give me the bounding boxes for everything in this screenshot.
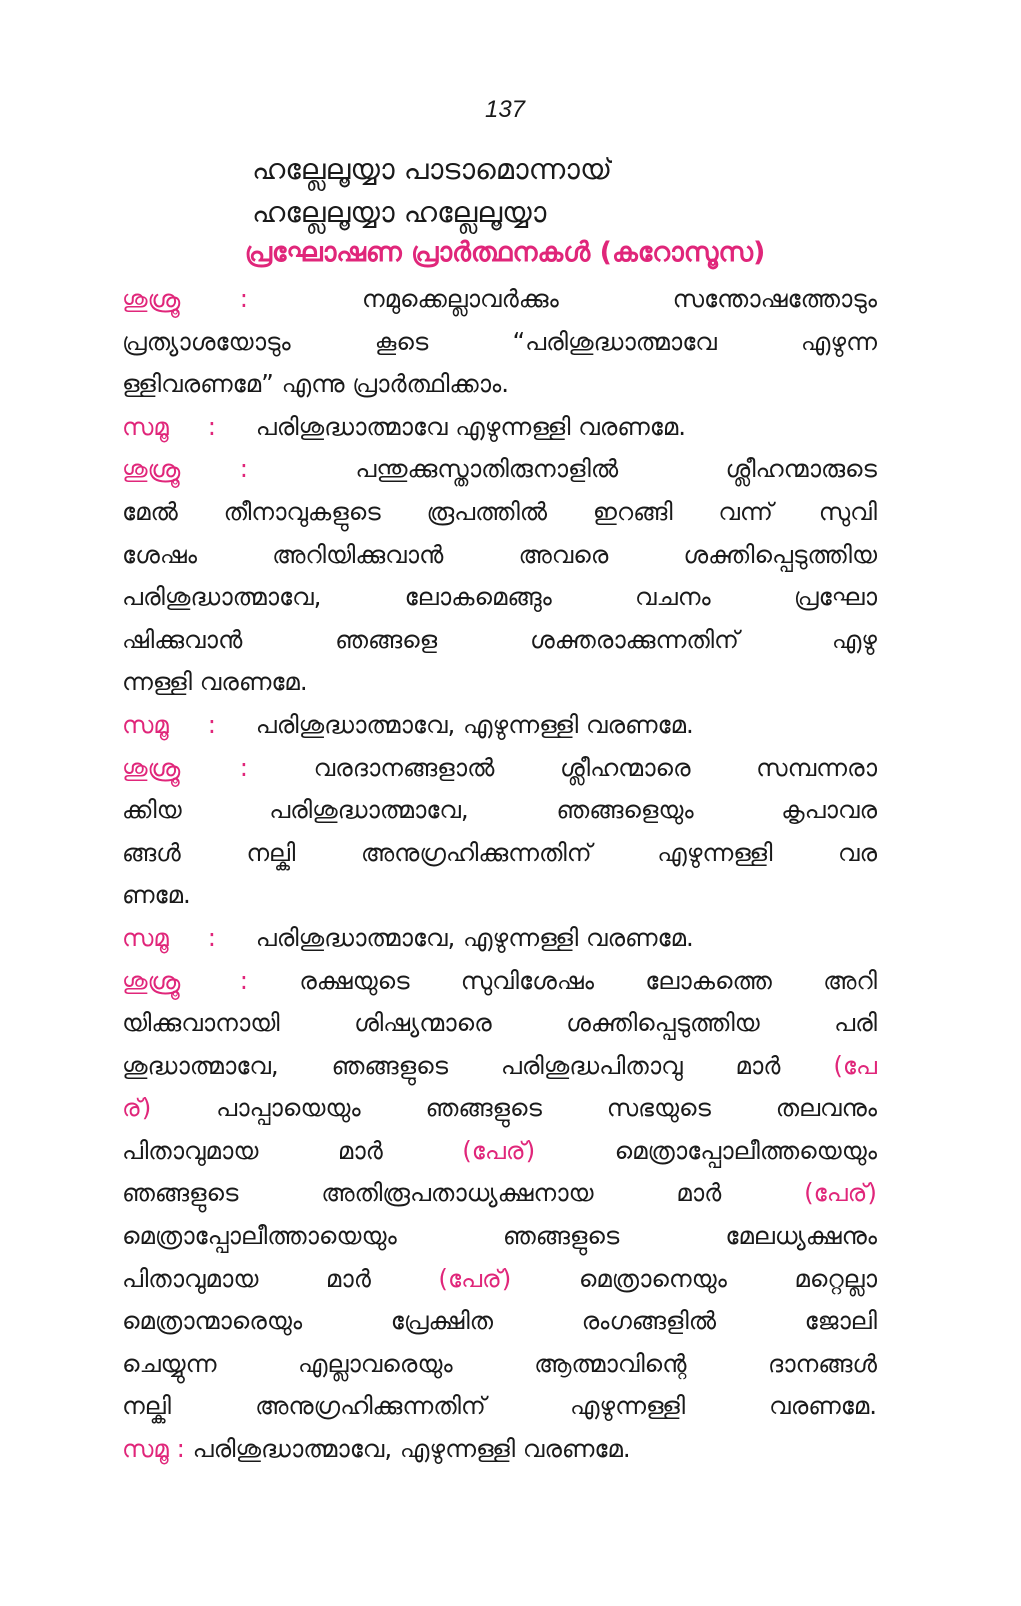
speaker-colon: :	[176, 1434, 185, 1464]
prayer-text: മെത്രാപ്പോലീത്തയെയും	[614, 1135, 877, 1165]
prayer-body	[122, 278, 877, 1471]
prayer-line	[122, 278, 877, 321]
prayer-line: ശേഷം അറിയിക്കുവാൻ അവരെ ശക്തിപ്പെടുത്തിയ	[122, 539, 877, 569]
speaker-label-congregation: സമൂ	[122, 709, 169, 739]
response-text: പരിശുദ്ധാത്മാവേ, എഴുന്നള്ളി വരണമേ.	[255, 709, 694, 739]
response-text: പരിശുദ്ധാത്മാവേ എഴുന്നള്ളി വരണമേ.	[255, 411, 687, 441]
speaker-colon: :	[207, 411, 217, 441]
prayer-line: നല്കി അനുഗ്രഹിക്കുന്നതിന് എഴുന്നള്ളി വരണമേ.	[122, 1391, 877, 1421]
prayer-line	[122, 1172, 877, 1215]
prayer-text: പിതാവുമായ മാർ	[122, 1135, 383, 1165]
speaker-label-congregation: സമൂ	[122, 922, 169, 952]
speaker-label-congregation: സമൂ	[122, 411, 169, 441]
response-text: പരിശുദ്ധാത്മാവേ, എഴുന്നള്ളി വരണമേ.	[192, 1434, 631, 1464]
speaker-label-leader: ശുശ്രൂ	[122, 752, 181, 782]
prayer-line	[122, 1130, 877, 1173]
speaker-colon: :	[239, 965, 248, 995]
prayer-line: മെത്രാപ്പോലീത്തായെയും ഞങ്ങളുടെ മേലധ്യക്ഷനും	[122, 1221, 877, 1251]
speaker-label-leader: ശുശ്രൂ	[122, 284, 181, 313]
prayer-line	[122, 448, 877, 491]
prayer-text: ഞങ്ങളുടെ അതിരൂപതാധ്യക്ഷനായ മാർ	[122, 1178, 722, 1208]
response-line	[122, 406, 877, 449]
speaker-colon: :	[239, 752, 248, 782]
response-line	[122, 704, 877, 747]
name-placeholder: (പേര്)	[438, 1263, 512, 1293]
prayer-text: ശുദ്ധാത്മാവേ, ഞങ്ങളുടെ പരിശുദ്ധപിതാവു മാർ	[122, 1050, 781, 1080]
speaker-colon: :	[207, 922, 217, 952]
hymn-line: ഹല്ലേലൂയ്യാ പാടാമൊന്നായ്	[252, 152, 613, 186]
speaker-colon: :	[239, 454, 248, 484]
prayer-text: മെത്രാനെയും മറ്റെല്ലാ	[578, 1263, 877, 1293]
prayer-line: ങ്ങൾ നല്കി അനുഗ്രഹിക്കുന്നതിന് എഴുന്നള്ളി വര	[122, 837, 877, 867]
prayer-line: ക്കിയ പരിശുദ്ധാത്മാവേ, ഞങ്ങളെയും കൃപാവര	[122, 795, 877, 825]
speaker-colon: :	[207, 709, 217, 739]
name-placeholder: (പേ	[833, 1050, 877, 1080]
prayer-line: ണമേ.	[122, 880, 191, 910]
speaker-colon: :	[239, 284, 248, 313]
prayer-line: ന്നള്ളി വരണമേ.	[122, 667, 308, 697]
prayer-line	[122, 960, 877, 1003]
prayer-text: രക്ഷയുടെ സുവിശേഷം ലോകത്തെ അറി	[299, 965, 877, 995]
prayer-text: പിതാവുമായ മാർ	[122, 1263, 371, 1293]
prayer-line: മേൽ തീനാവുകളുടെ രൂപത്തിൽ ഇറങ്ങി വന്ന് സുവി	[122, 496, 877, 526]
prayer-line: ഷിക്കുവാൻ ഞങ്ങളെ ശക്തരാക്കുന്നതിന് എഴു	[122, 624, 877, 654]
prayer-text: പന്തുക്കുസ്താതിരുനാളിൽ ശ്ലീഹന്മാരുടെ	[355, 454, 877, 484]
prayer-text: വരദാനങ്ങളാൽ ശ്ലീഹന്മാരെ സമ്പന്നരാ	[313, 752, 877, 782]
response-line	[122, 917, 877, 960]
section-title: പ്രഘോഷണ പ്രാർത്ഥനകൾ (കറോസൂസ)	[244, 237, 766, 268]
prayer-line: യിക്കുവാനായി ശിഷ്യന്മാരെ ശക്തിപ്പെടുത്തിയ പരി	[122, 1008, 877, 1038]
prayer-text: പാപ്പായെയും ഞങ്ങളുടെ സഭയുടെ തലവനും	[216, 1093, 877, 1123]
speaker-label-congregation: സമൂ	[122, 1434, 169, 1464]
response-line	[122, 1428, 877, 1471]
hymn-refrain	[252, 148, 612, 234]
prayer-line	[122, 1045, 877, 1088]
hymn-line: ഹല്ലേലൂയ്യാ ഹല്ലേലൂയ്യാ	[252, 195, 547, 229]
name-placeholder: (പേര്)	[804, 1178, 877, 1208]
name-placeholder: (പേര്)	[462, 1135, 536, 1165]
prayer-line: ള്ളിവരണമേ” എന്നു പ്രാർത്ഥിക്കാം.	[122, 369, 510, 399]
prayer-line	[122, 1258, 877, 1301]
response-text: പരിശുദ്ധാത്മാവേ, എഴുന്നള്ളി വരണമേ.	[255, 922, 694, 952]
prayer-line: പ്രത്യാശയോടും കൂടെ “പരിശുദ്ധാത്മാവേ എഴുന്ന	[122, 326, 877, 356]
speaker-label-leader: ശുശ്രൂ	[122, 965, 181, 995]
speaker-label-leader: ശുശ്രൂ	[122, 454, 181, 484]
prayer-line: മെത്രാന്മാരെയും പ്രേക്ഷിത രംഗങ്ങളിൽ ജോലി	[122, 1306, 877, 1336]
name-placeholder: ര്)	[122, 1093, 152, 1123]
page-number: 137	[484, 96, 526, 123]
prayer-line: പരിശുദ്ധാത്മാവേ, ലോകമെങ്ങും വചനം പ്രഘോ	[122, 582, 877, 612]
prayer-line	[122, 1087, 877, 1130]
prayer-line: ചെയ്യുന്ന എല്ലാവരെയും ആത്മാവിന്റെ ദാനങ്ങൾ	[122, 1348, 877, 1378]
prayer-line	[122, 747, 877, 790]
prayer-text: നമുക്കെല്ലാവർക്കും സന്തോഷത്തോടും	[361, 284, 877, 313]
